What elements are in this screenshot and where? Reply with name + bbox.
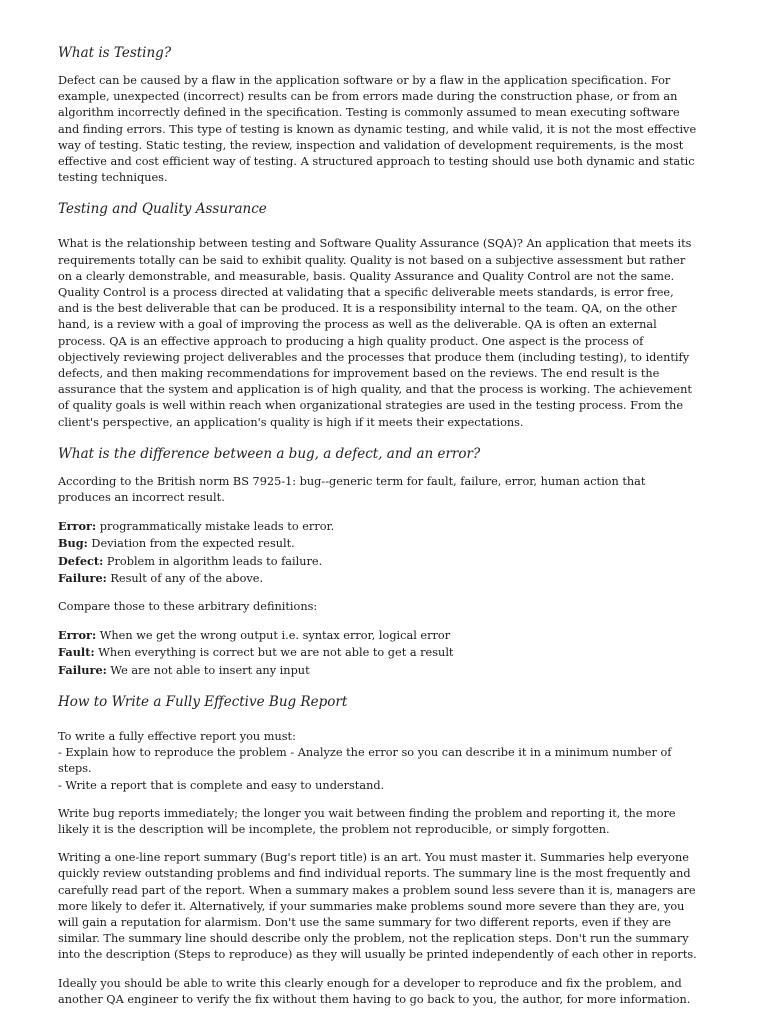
paragraph-compare: Compare those to these arbitrary definitions: — [58, 600, 318, 614]
section-title-difference: What is the difference between a bug, a defect, and an error? — [58, 445, 481, 462]
definition-failure: Failure: Result of any of the above. — [58, 570, 264, 585]
paragraph-bug-report-intro: To write a fully effective report you must: — [58, 729, 296, 743]
paragraph-ideally: Ideally you should be able to write this clearly enough for a developer to reproduce and fix the problem, and another QA engineer to verify the fix without them having to go back to you, the author, for more information. — [58, 976, 691, 1006]
paragraph-summary: Writing a one-line report summary (Bug's report title) is an art. You must master it. Summaries help everyone quickly review outstanding problems and find individual reports. The summary line is the most frequently and carefully read part of the report. When a summary makes a problem sound less severe than it is, managers are more likely to defer it. Alternatively, if your summaries make problems sound more severe than they are, you will gain a reputation for alarmism. Don't use the same summary for two different reports, even if they are similar. The summary line should describe only the problem, not the replication steps. Don't run the summary into the description (Steps to reproduce) as they will usually be printed independently of each other in reports. — [58, 851, 697, 962]
arbitrary-definition-error: Error: When we get the wrong output i.e. syntax error, logical error — [58, 628, 451, 643]
definition-error: Error: programmatically mistake leads to error. — [58, 519, 335, 534]
definition-term: Bug: — [58, 536, 88, 551]
paragraph-bs7925: According to the British norm BS 7925-1: bug--generic term for fault, failure, error, human action that produces an incorrect result. — [58, 474, 646, 505]
paragraph-write-immediately: Write bug reports immediately; the longer you wait between finding the problem and reporting it, the more likely it is the description will be incomplete, the problem not reproducible, or simply forgotten. — [58, 806, 676, 836]
paragraph-testing: Defect can be caused by a flaw in the application software or by a flaw in the application specification. For example, unexpected (incorrect) results can be from errors made during the construction phase, or from an algorithm incorrectly defined in the specification. Testing is commonly assumed to mean executing software and finding errors. This type of testing is known as dynamic testing, and while valid, it is not the most effective way of testing. Static testing, the review, inspection and validation of development requirements, is the most effective and cost efficient way of testing. A structured approach to testing should use both dynamic and static testing techniques. — [58, 74, 697, 185]
definitions-list — [58, 518, 698, 587]
arbitrary-definition-fault: Fault: When everything is correct but we are not able to get a result — [58, 645, 454, 660]
definition-bug: Bug: Deviation from the expected result. — [58, 536, 295, 551]
list-item: - Explain how to reproduce the problem - Analyze the error so you can describe it in a minimum number of steps. — [58, 746, 672, 776]
document-page — [58, 44, 698, 1008]
definition-term: Failure: — [58, 662, 107, 677]
section-title-bug-report: How to Write a Fully Effective Bug Report — [58, 693, 348, 710]
definition-term: Error: — [58, 519, 97, 534]
definition-term: Failure: — [58, 570, 107, 585]
definition-term: Fault: — [58, 645, 95, 660]
definition-defect: Defect: Problem in algorithm leads to failure. — [58, 553, 323, 568]
section-title-qa: Testing and Quality Assurance — [58, 201, 267, 218]
section-title-testing: What is Testing? — [58, 45, 172, 61]
arbitrary-definitions-list — [58, 627, 698, 679]
arbitrary-definition-failure: Failure: We are not able to insert any input — [58, 662, 310, 677]
definition-term: Defect: — [58, 553, 104, 568]
list-item: - Write a report that is complete and easy to understand. — [58, 778, 385, 792]
paragraph-qa: What is the relationship between testing and Software Quality Assurance (SQA)? An application that meets its requirements totally can be said to exhibit quality. Quality is not based on a subjective assessment but rather on a clearly demonstrable, and measurable, basis. Quality Assurance and Quality Control are not the same. Quality Control is a process directed at validating that a specific deliverable meets standards, is error free, and is the best deliverable that can be produced. It is a responsibility internal to the team. QA, on the other hand, is a review with a goal of improving the process as well as the deliverable. QA is often an external process. QA is an effective approach to producing a high quality product. One aspect is the process of objectively reviewing project deliverables and the processes that produce them (including testing), to identify defects, and then making recommendations for improvement based on the reviews. The end result is the assurance that the system and application is of high quality, and that the process is working. The achievement of quality goals is well within reach when organizational strategies are used in the testing process. From the client's perspective, an application's quality is high if it meets their expectations. — [58, 237, 692, 429]
definition-term: Error: — [58, 628, 97, 643]
